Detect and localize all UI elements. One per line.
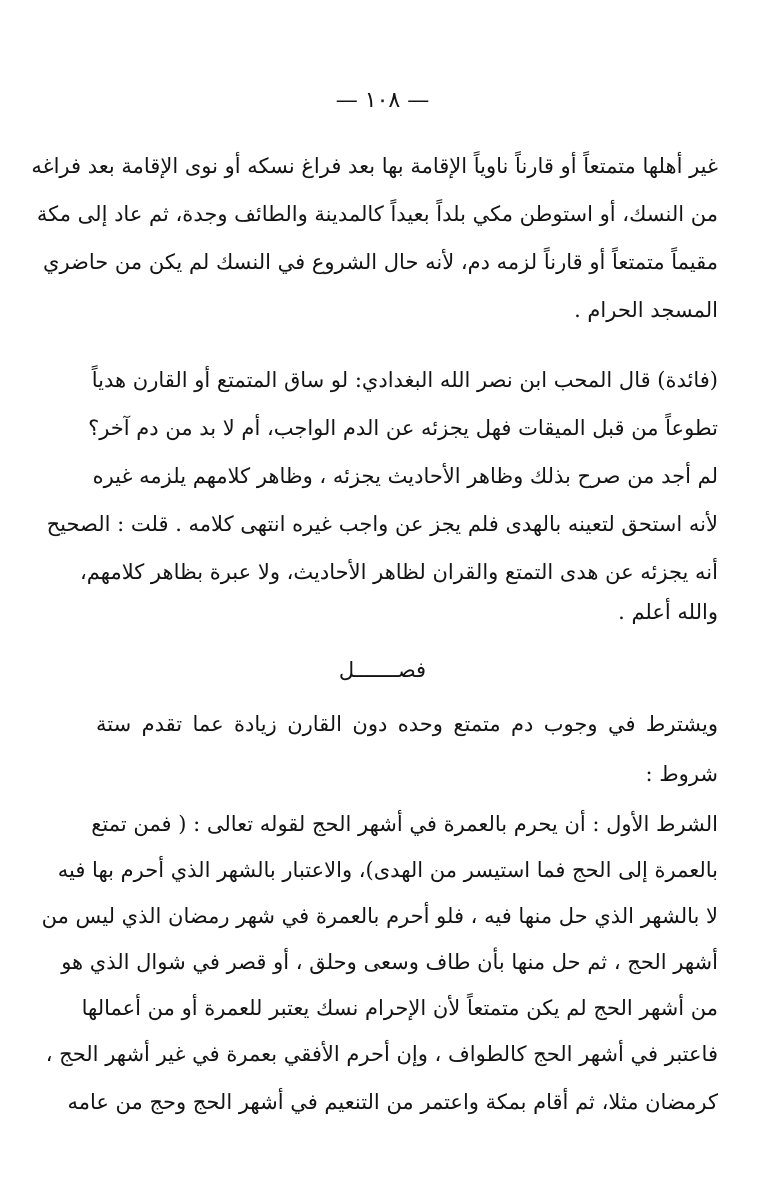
text-line: المسجد الحرام . <box>574 298 718 322</box>
section-heading: فصـــــــل <box>338 658 427 682</box>
text-line: مقيماً متمتعاً أو قارناً لزمه دم، لأنه حال الشروع في النسك لم يكن من حاضري <box>43 250 718 274</box>
text-line: لم أجد من صرح بذلك وظاهر الأحاديث يجزئه ، وظاهر كلامهم يلزمه غيره <box>92 464 718 488</box>
text-line: شروط : <box>645 762 718 786</box>
text-line: من أشهر الحج لم يكن متمتعاً لأن الإحرام نسك يعتبر للعمرة أو من أعمالها <box>81 996 718 1020</box>
text-line: بالعمرة إلى الحج فما استيسر من الهدى)، والاعتبار بالشهر الذي أحرم بها فيه <box>57 858 718 882</box>
text-line: (فائدة) قال المحب ابن نصر الله البغدادي: لو ساق المتمتع أو القارن هدياً <box>91 368 718 392</box>
text-line: فاعتبر في أشهر الحج كالطواف ، وإن أحرم الأفقي بعمرة في غير أشهر الحج ، <box>45 1042 718 1066</box>
text-line: من النسك، أو استوطن مكي بلداً بعيداً كالمدينة والطائف وجدة، ثم عاد إلى مكة <box>36 202 718 226</box>
text-line: غير أهلها متمتعاً أو قارناً ناوياً الإقامة بها بعد فراغ نسكه أو نوى الإقامة بعد فراغه <box>31 154 718 178</box>
text-line: الشرط الأول : أن يحرم بالعمرة في أشهر الحج لقوله تعالى : ( فمن تمتع <box>91 812 718 836</box>
text-line: أنه يجزئه عن هدى التمتع والقران لظاهر الأحاديث، ولا عبرة بظاهر كلامهم، <box>80 560 718 584</box>
text-line: لأنه استحق لتعينه بالهدى فلم يجز عن واجب غيره انتهى كلامه . قلت : الصحيح <box>46 512 718 536</box>
text-line: تطوعاً من قبل الميقات فهل يجزئه عن الدم الواجب، أم لا بد من دم آخر؟ <box>88 416 718 440</box>
text-line: ويشترط في وجوب دم متمتع وحده دون القارن زيادة عما تقدم ستة <box>96 712 718 736</box>
text-line: أشهر الحج ، ثم حل منها بأن طاف وسعى وحلق ، أو قصر في شوال الذي هو <box>61 950 718 974</box>
text-line: كرمضان مثلا، ثم أقام بمكة واعتمر من التنعيم في أشهر الحج وحج من عامه <box>67 1090 718 1114</box>
page-number: — ١٠٨ — <box>335 88 430 113</box>
text-line: والله أعلم . <box>618 600 718 624</box>
text-line: لا بالشهر الذي حل منها فيه ، فلو أحرم بالعمرة في شهر رمضان الذي ليس من <box>41 904 718 928</box>
